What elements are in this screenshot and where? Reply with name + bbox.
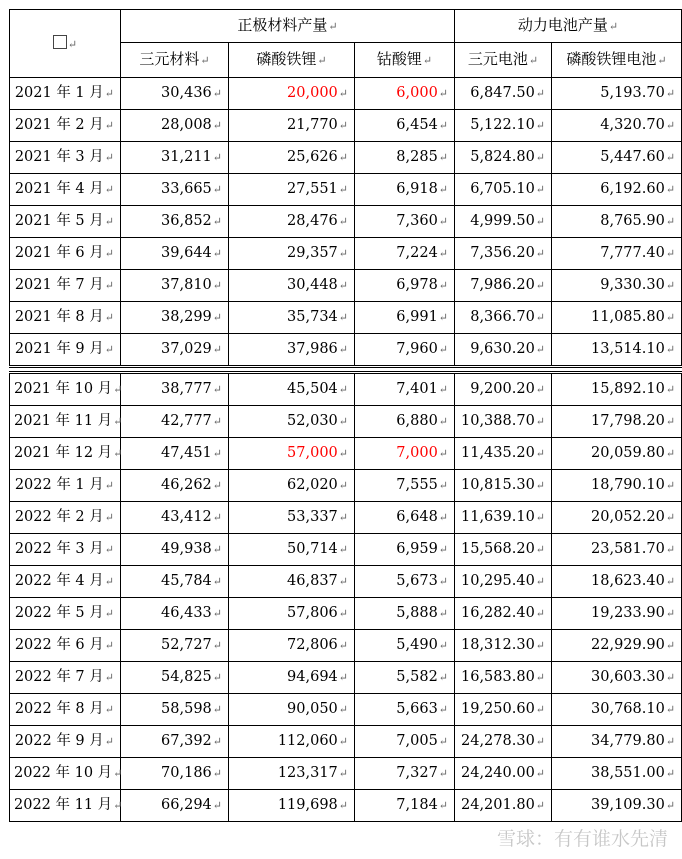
value-cell: 7,401↵ bbox=[355, 373, 455, 406]
value-cell: 33,665↵ bbox=[121, 174, 229, 206]
value-cell: 6,705.10↵ bbox=[455, 174, 552, 206]
value-cell: 45,784↵ bbox=[121, 566, 229, 598]
table-row bbox=[10, 334, 682, 367]
value-cell: 16,282.40↵ bbox=[455, 598, 552, 630]
table-row bbox=[10, 110, 682, 142]
value-cell: 19,233.90↵ bbox=[552, 598, 682, 630]
value-cell: 46,837↵ bbox=[229, 566, 355, 598]
value-cell: 43,412↵ bbox=[121, 502, 229, 534]
value-cell: 11,639.10↵ bbox=[455, 502, 552, 534]
value-cell: 8,366.70↵ bbox=[455, 302, 552, 334]
table-row bbox=[10, 758, 682, 790]
row-date-cell: 2021 年 1 月↵ bbox=[10, 78, 121, 110]
value-cell: 28,008↵ bbox=[121, 110, 229, 142]
value-cell: 9,200.20↵ bbox=[455, 373, 552, 406]
table-row bbox=[10, 174, 682, 206]
value-cell: 38,777↵ bbox=[121, 373, 229, 406]
value-cell: 4,999.50↵ bbox=[455, 206, 552, 238]
row-date-cell: 2022 年 9 月↵ bbox=[10, 726, 121, 758]
row-date-cell: 2021 年 6 月↵ bbox=[10, 238, 121, 270]
row-date-cell: 2022 年 3 月↵ bbox=[10, 534, 121, 566]
value-cell: 10,295.40↵ bbox=[455, 566, 552, 598]
value-cell: 6,847.50↵ bbox=[455, 78, 552, 110]
table-row bbox=[10, 662, 682, 694]
checkbox-glyph-icon bbox=[53, 35, 67, 49]
value-cell: 6,918↵ bbox=[355, 174, 455, 206]
watermark: 雪球：有有谁水先清 bbox=[496, 828, 668, 850]
value-cell: 20,000↵ bbox=[229, 78, 355, 110]
row-date-cell: 2021 年 10 月↵ bbox=[10, 373, 121, 406]
value-cell: 7,005↵ bbox=[355, 726, 455, 758]
value-cell: 10,815.30↵ bbox=[455, 470, 552, 502]
column-header-lco-material: 钴酸锂↵ bbox=[355, 43, 455, 78]
value-cell: 39,644↵ bbox=[121, 238, 229, 270]
value-cell: 30,768.10↵ bbox=[552, 694, 682, 726]
value-cell: 5,582↵ bbox=[355, 662, 455, 694]
value-cell: 16,583.80↵ bbox=[455, 662, 552, 694]
table-row bbox=[10, 502, 682, 534]
value-cell: 6,648↵ bbox=[355, 502, 455, 534]
value-cell: 67,392↵ bbox=[121, 726, 229, 758]
value-cell: 6,959↵ bbox=[355, 534, 455, 566]
production-table bbox=[9, 9, 682, 822]
value-cell: 50,714↵ bbox=[229, 534, 355, 566]
value-cell: 36,852↵ bbox=[121, 206, 229, 238]
value-cell: 119,698↵ bbox=[229, 790, 355, 822]
table-row bbox=[10, 270, 682, 302]
group-header-cathode: 正极材料产量↵ bbox=[121, 10, 455, 43]
value-cell: 15,568.20↵ bbox=[455, 534, 552, 566]
table-row bbox=[10, 598, 682, 630]
value-cell: 34,779.80↵ bbox=[552, 726, 682, 758]
column-header-ternary-material: 三元材料↵ bbox=[121, 43, 229, 78]
value-cell: 38,299↵ bbox=[121, 302, 229, 334]
row-date-cell: 2022 年 10 月↵ bbox=[10, 758, 121, 790]
value-cell: 18,790.10↵ bbox=[552, 470, 682, 502]
table-row bbox=[10, 238, 682, 270]
column-header-lfp-material: 磷酸铁锂↵ bbox=[229, 43, 355, 78]
value-cell: 31,211↵ bbox=[121, 142, 229, 174]
value-cell: 20,052.20↵ bbox=[552, 502, 682, 534]
value-cell: 72,806↵ bbox=[229, 630, 355, 662]
value-cell: 18,623.40↵ bbox=[552, 566, 682, 598]
value-cell: 7,777.40↵ bbox=[552, 238, 682, 270]
table-row bbox=[10, 406, 682, 438]
value-cell: 58,598↵ bbox=[121, 694, 229, 726]
value-cell: 35,734↵ bbox=[229, 302, 355, 334]
value-cell: 37,986↵ bbox=[229, 334, 355, 367]
value-cell: 28,476↵ bbox=[229, 206, 355, 238]
table-row bbox=[10, 78, 682, 110]
table-body-top bbox=[10, 78, 682, 367]
value-cell: 37,029↵ bbox=[121, 334, 229, 367]
value-cell: 19,250.60↵ bbox=[455, 694, 552, 726]
value-cell: 11,085.80↵ bbox=[552, 302, 682, 334]
value-cell: 7,360↵ bbox=[355, 206, 455, 238]
header-row-groups bbox=[10, 10, 682, 43]
row-date-cell: 2021 年 7 月↵ bbox=[10, 270, 121, 302]
row-date-cell: 2022 年 7 月↵ bbox=[10, 662, 121, 694]
value-cell: 6,000↵ bbox=[355, 78, 455, 110]
value-cell: 57,000↵ bbox=[229, 438, 355, 470]
row-date-cell: 2022 年 1 月↵ bbox=[10, 470, 121, 502]
row-date-cell: 2022 年 6 月↵ bbox=[10, 630, 121, 662]
column-header-lfp-battery: 磷酸铁锂电池↵ bbox=[552, 43, 682, 78]
row-date-cell: 2022 年 8 月↵ bbox=[10, 694, 121, 726]
value-cell: 24,278.30↵ bbox=[455, 726, 552, 758]
row-date-cell: 2022 年 4 月↵ bbox=[10, 566, 121, 598]
value-cell: 7,986.20↵ bbox=[455, 270, 552, 302]
table-row bbox=[10, 694, 682, 726]
value-cell: 42,777↵ bbox=[121, 406, 229, 438]
row-date-cell: 2021 年 11 月↵ bbox=[10, 406, 121, 438]
value-cell: 5,193.70↵ bbox=[552, 78, 682, 110]
value-cell: 46,433↵ bbox=[121, 598, 229, 630]
value-cell: 11,435.20↵ bbox=[455, 438, 552, 470]
value-cell: 23,581.70↵ bbox=[552, 534, 682, 566]
value-cell: 52,727↵ bbox=[121, 630, 229, 662]
table-row bbox=[10, 470, 682, 502]
column-header-ternary-battery: 三元电池↵ bbox=[455, 43, 552, 78]
row-date-cell: 2022 年 11 月↵ bbox=[10, 790, 121, 822]
row-date-cell: 2021 年 4 月↵ bbox=[10, 174, 121, 206]
value-cell: 24,240.00↵ bbox=[455, 758, 552, 790]
value-cell: 6,192.60↵ bbox=[552, 174, 682, 206]
table-row bbox=[10, 726, 682, 758]
value-cell: 6,880↵ bbox=[355, 406, 455, 438]
value-cell: 7,960↵ bbox=[355, 334, 455, 367]
value-cell: 5,824.80↵ bbox=[455, 142, 552, 174]
value-cell: 29,357↵ bbox=[229, 238, 355, 270]
value-cell: 53,337↵ bbox=[229, 502, 355, 534]
value-cell: 30,448↵ bbox=[229, 270, 355, 302]
value-cell: 54,825↵ bbox=[121, 662, 229, 694]
value-cell: 5,122.10↵ bbox=[455, 110, 552, 142]
value-cell: 5,447.60↵ bbox=[552, 142, 682, 174]
row-date-cell: 2022 年 5 月↵ bbox=[10, 598, 121, 630]
value-cell: 17,798.20↵ bbox=[552, 406, 682, 438]
value-cell: 5,663↵ bbox=[355, 694, 455, 726]
table-row bbox=[10, 630, 682, 662]
value-cell: 8,765.90↵ bbox=[552, 206, 682, 238]
value-cell: 30,603.30↵ bbox=[552, 662, 682, 694]
value-cell: 5,490↵ bbox=[355, 630, 455, 662]
value-cell: 15,892.10↵ bbox=[552, 373, 682, 406]
value-cell: 9,330.30↵ bbox=[552, 270, 682, 302]
value-cell: 27,551↵ bbox=[229, 174, 355, 206]
value-cell: 70,186↵ bbox=[121, 758, 229, 790]
value-cell: 49,938↵ bbox=[121, 534, 229, 566]
row-date-cell: 2021 年 2 月↵ bbox=[10, 110, 121, 142]
value-cell: 7,356.20↵ bbox=[455, 238, 552, 270]
group-header-battery: 动力电池产量↵ bbox=[455, 10, 682, 43]
value-cell: 7,184↵ bbox=[355, 790, 455, 822]
value-cell: 8,285↵ bbox=[355, 142, 455, 174]
table-row bbox=[10, 438, 682, 470]
table-row bbox=[10, 302, 682, 334]
row-date-cell: 2021 年 12 月↵ bbox=[10, 438, 121, 470]
row-date-cell: 2021 年 3 月↵ bbox=[10, 142, 121, 174]
value-cell: 13,514.10↵ bbox=[552, 334, 682, 367]
value-cell: 10,388.70↵ bbox=[455, 406, 552, 438]
value-cell: 62,020↵ bbox=[229, 470, 355, 502]
value-cell: 47,451↵ bbox=[121, 438, 229, 470]
value-cell: 22,929.90↵ bbox=[552, 630, 682, 662]
value-cell: 7,555↵ bbox=[355, 470, 455, 502]
value-cell: 6,978↵ bbox=[355, 270, 455, 302]
table-row bbox=[10, 534, 682, 566]
value-cell: 37,810↵ bbox=[121, 270, 229, 302]
table-row bbox=[10, 790, 682, 822]
row-date-cell: 2021 年 8 月↵ bbox=[10, 302, 121, 334]
value-cell: 5,673↵ bbox=[355, 566, 455, 598]
value-cell: 123,317↵ bbox=[229, 758, 355, 790]
value-cell: 90,050↵ bbox=[229, 694, 355, 726]
value-cell: 46,262↵ bbox=[121, 470, 229, 502]
value-cell: 5,888↵ bbox=[355, 598, 455, 630]
table-row bbox=[10, 566, 682, 598]
paragraph-mark-icon: ↵ bbox=[67, 37, 78, 51]
value-cell: 18,312.30↵ bbox=[455, 630, 552, 662]
value-cell: 9,630.20↵ bbox=[455, 334, 552, 367]
value-cell: 6,991↵ bbox=[355, 302, 455, 334]
corner-cell bbox=[10, 10, 121, 78]
value-cell: 57,806↵ bbox=[229, 598, 355, 630]
value-cell: 6,454↵ bbox=[355, 110, 455, 142]
row-date-cell: 2022 年 2 月↵ bbox=[10, 502, 121, 534]
value-cell: 25,626↵ bbox=[229, 142, 355, 174]
value-cell: 52,030↵ bbox=[229, 406, 355, 438]
value-cell: 7,000↵ bbox=[355, 438, 455, 470]
row-date-cell: 2021 年 9 月↵ bbox=[10, 334, 121, 367]
value-cell: 21,770↵ bbox=[229, 110, 355, 142]
value-cell: 7,327↵ bbox=[355, 758, 455, 790]
value-cell: 39,109.30↵ bbox=[552, 790, 682, 822]
value-cell: 7,224↵ bbox=[355, 238, 455, 270]
value-cell: 112,060↵ bbox=[229, 726, 355, 758]
table-body-bottom bbox=[10, 373, 682, 822]
value-cell: 38,551.00↵ bbox=[552, 758, 682, 790]
value-cell: 4,320.70↵ bbox=[552, 110, 682, 142]
table-row bbox=[10, 142, 682, 174]
value-cell: 20,059.80↵ bbox=[552, 438, 682, 470]
row-date-cell: 2021 年 5 月↵ bbox=[10, 206, 121, 238]
value-cell: 30,436↵ bbox=[121, 78, 229, 110]
value-cell: 24,201.80↵ bbox=[455, 790, 552, 822]
value-cell: 94,694↵ bbox=[229, 662, 355, 694]
value-cell: 45,504↵ bbox=[229, 373, 355, 406]
table-row bbox=[10, 206, 682, 238]
table-row bbox=[10, 373, 682, 406]
value-cell: 66,294↵ bbox=[121, 790, 229, 822]
